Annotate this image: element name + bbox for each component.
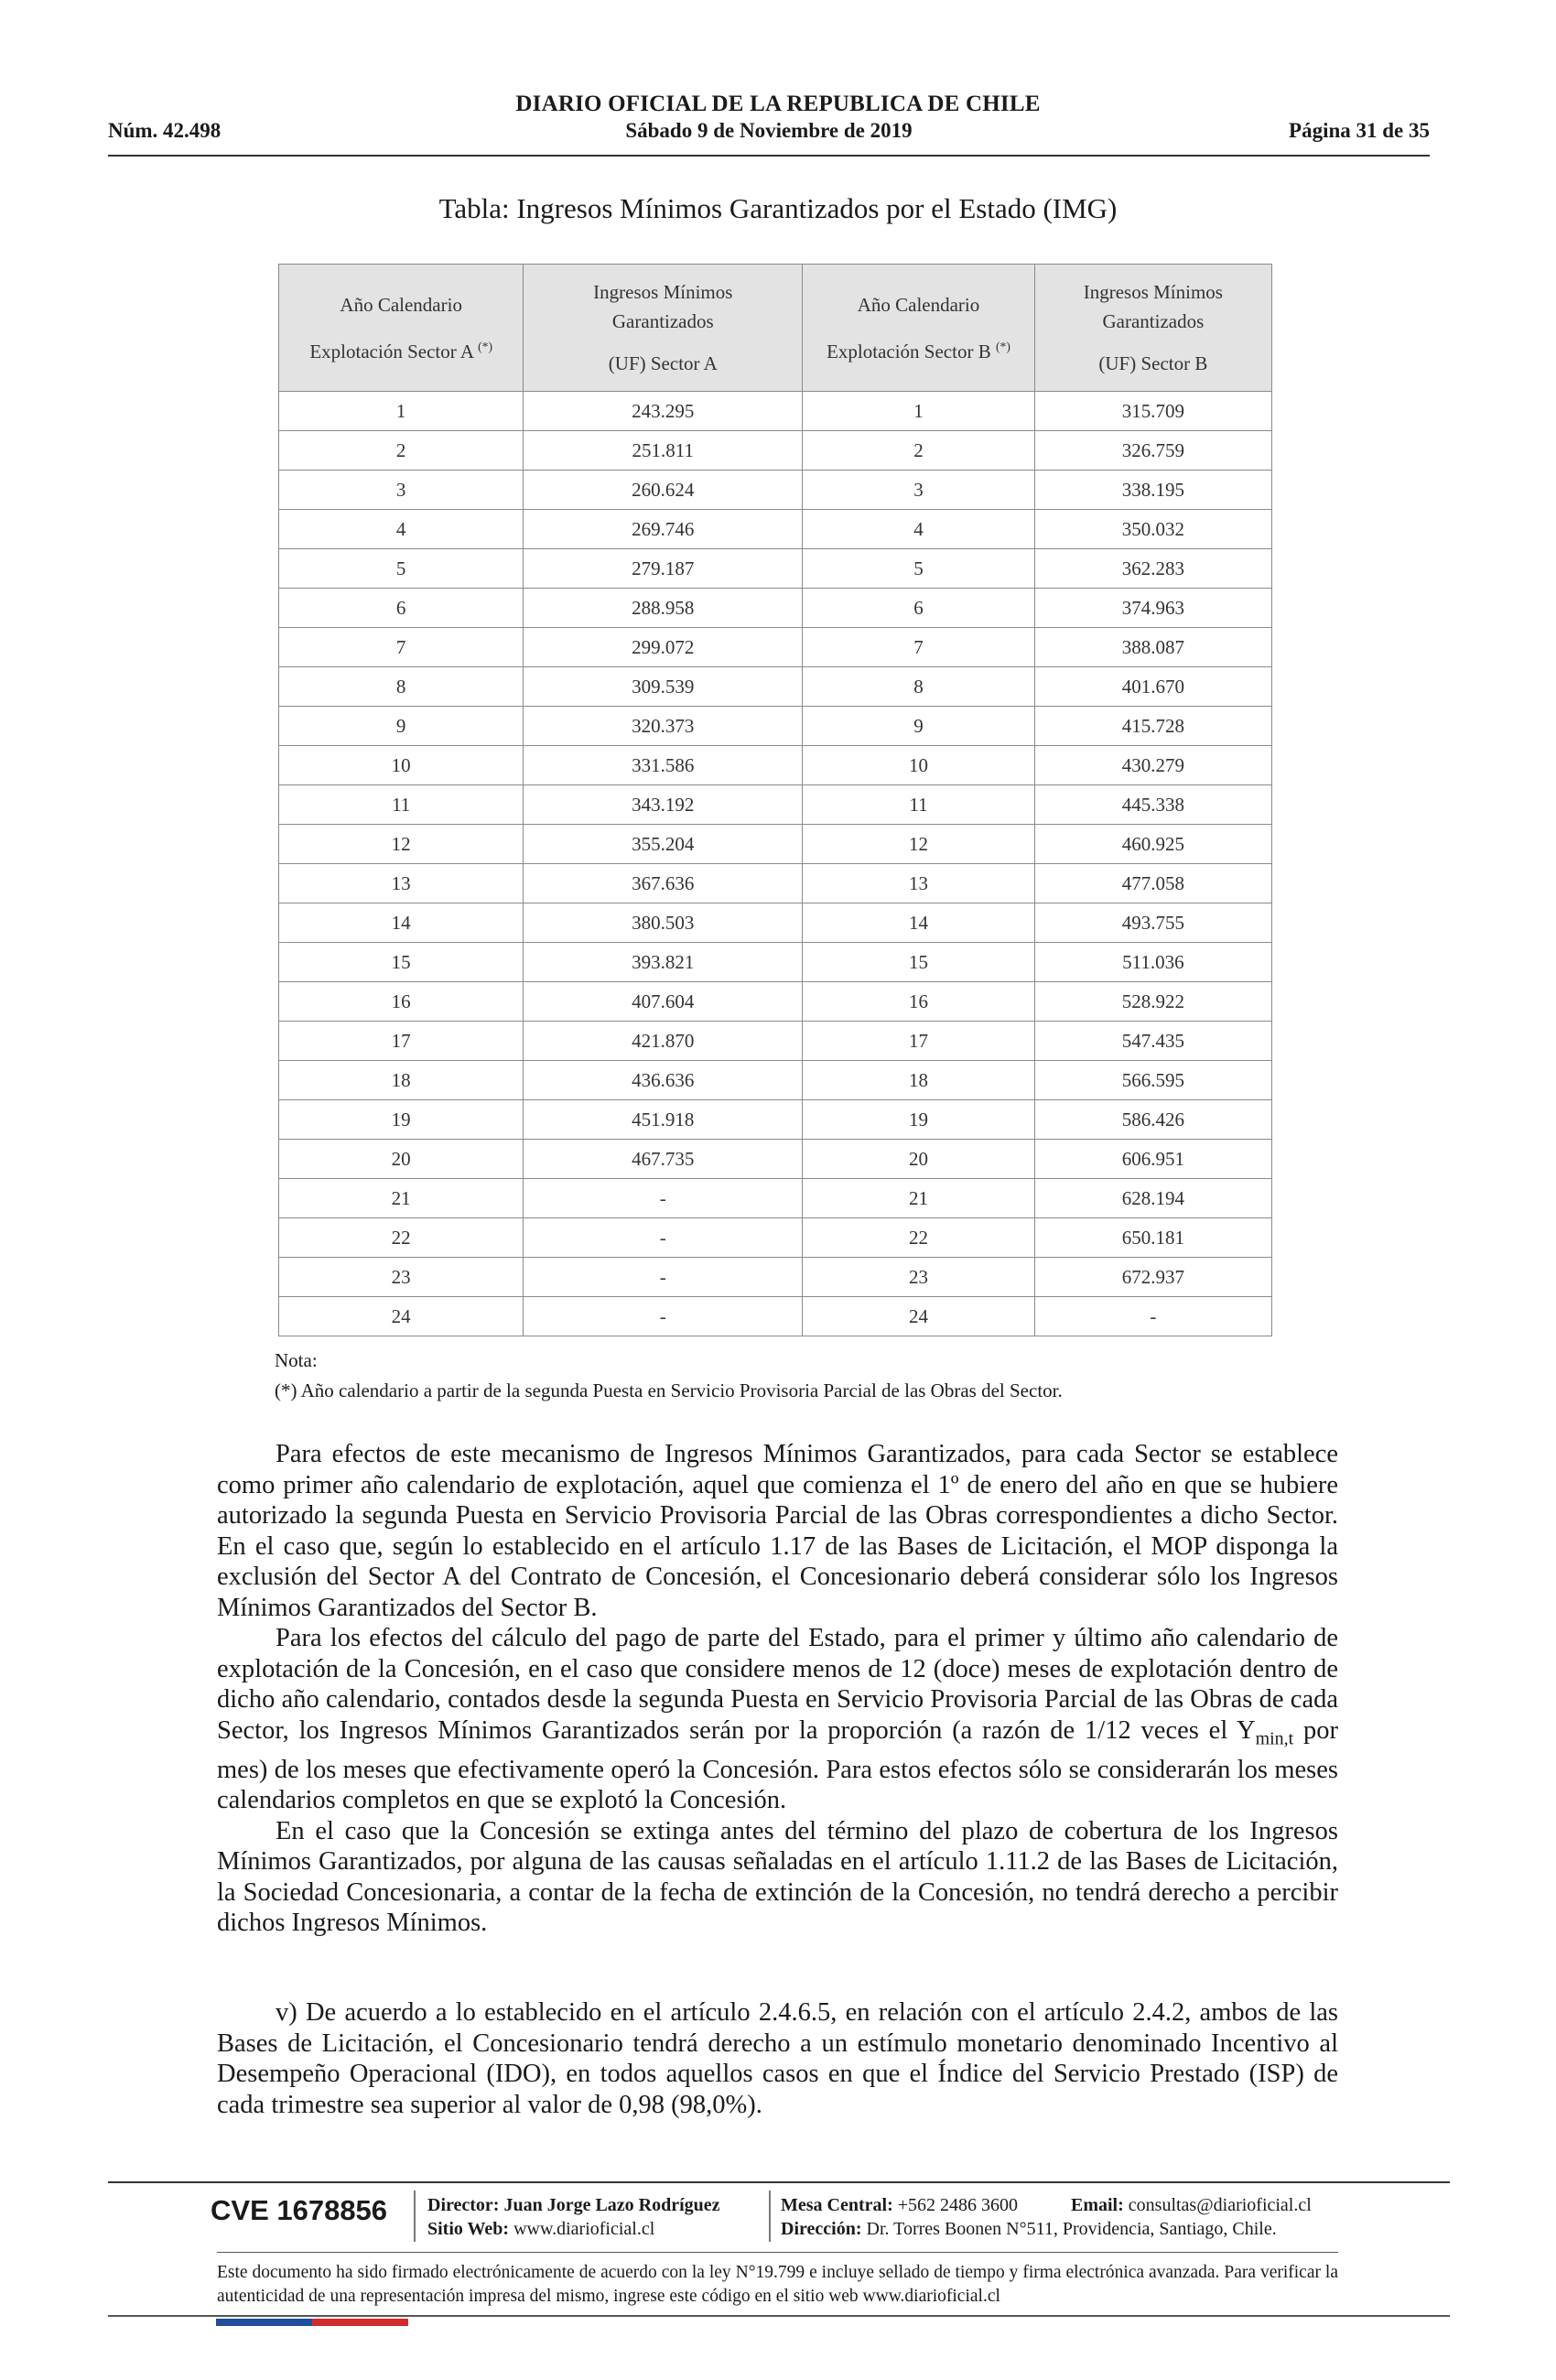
table-cell: - bbox=[524, 1297, 803, 1336]
table-row bbox=[279, 1022, 1272, 1061]
footer-contact-block: Mesa Central: +562 2486 3600 Dirección: Dr. Torres Boonen N°511, Providencia, Santiago, Chile. bbox=[781, 2195, 1277, 2239]
director-name: Juan Jorge Lazo Rodríguez bbox=[503, 2195, 720, 2215]
table-title: Tabla: Ingresos Mínimos Garantizados por el Estado (IMG) bbox=[438, 192, 1118, 224]
paragraph-2: Para los efectos del cálculo del pago de parte del Estado, para el primer y último año calendario de explotación de la Concesión, en el caso que considere menos de 12 (doce) meses de explotación dentro de dicho año calendario, contados desde la segunda Puesta en Servicio Provisoria Parcial de las Obras de cada Sector, los Ingresos Mínimos Garantizados serán por la proporción (a razón de 1/12 veces el $Y_{min,t}$ por mes) de los meses que efectivamente operó la Concesión. Para estos efectos sólo se considerarán los meses calendarios completos en que se explotó la Concesión. bbox=[217, 1624, 1338, 1815]
table-cell: 528.922 bbox=[1034, 982, 1271, 1022]
flag-red-segment bbox=[312, 2319, 408, 2326]
table-cell: 460.925 bbox=[1034, 825, 1271, 864]
table-cell: 8 bbox=[279, 667, 524, 707]
table-row bbox=[279, 1100, 1272, 1140]
table-cell: 388.087 bbox=[1034, 628, 1271, 667]
table-cell: 343.192 bbox=[524, 785, 803, 825]
table-cell: 331.586 bbox=[524, 746, 803, 785]
table-cell: 12 bbox=[803, 825, 1035, 864]
table-cell: 24 bbox=[803, 1297, 1035, 1336]
table-row bbox=[279, 1179, 1272, 1218]
table-cell: 401.670 bbox=[1034, 667, 1271, 707]
issue-date: Sábado 9 de Noviembre de 2019 bbox=[625, 119, 913, 142]
table-cell: 5 bbox=[279, 549, 524, 589]
table-cell: 17 bbox=[279, 1022, 524, 1061]
table-cell: 21 bbox=[803, 1179, 1035, 1218]
table-cell: 2 bbox=[803, 431, 1035, 471]
img-table bbox=[278, 264, 1272, 1336]
table-cell: 3 bbox=[279, 471, 524, 510]
table-cell: 11 bbox=[279, 785, 524, 825]
footer-separator bbox=[414, 2191, 416, 2242]
table-cell: 315.709 bbox=[1034, 392, 1271, 431]
table-cell: 6 bbox=[803, 589, 1035, 628]
table-cell: 10 bbox=[279, 746, 524, 785]
table-cell: 15 bbox=[803, 943, 1035, 982]
website-link[interactable]: www.diarioficial.cl bbox=[513, 2219, 655, 2239]
table-note bbox=[275, 1346, 1063, 1406]
table-cell: 279.187 bbox=[524, 549, 803, 589]
table-cell: 467.735 bbox=[524, 1140, 803, 1179]
table-cell: 415.728 bbox=[1034, 707, 1271, 746]
table-row bbox=[279, 549, 1272, 589]
address: Dr. Torres Boonen N°511, Providencia, Santiago, Chile. bbox=[866, 2219, 1277, 2239]
table-cell: 547.435 bbox=[1034, 1022, 1271, 1061]
table-cell: 1 bbox=[803, 392, 1035, 431]
table-cell: 299.072 bbox=[524, 628, 803, 667]
table-cell: 393.821 bbox=[524, 943, 803, 982]
table-cell: 320.373 bbox=[524, 707, 803, 746]
footer-divider-2 bbox=[217, 2252, 1338, 2253]
table-cell: 20 bbox=[279, 1140, 524, 1179]
table-cell: 4 bbox=[279, 510, 524, 549]
table-cell: 13 bbox=[803, 864, 1035, 903]
table-cell: 436.636 bbox=[524, 1061, 803, 1100]
table-cell: 606.951 bbox=[1034, 1140, 1271, 1179]
header-year-sector-a: Año Calendario Explotación Sector A (*) bbox=[279, 265, 524, 392]
table-cell: 672.937 bbox=[1034, 1258, 1271, 1297]
table-cell: 3 bbox=[803, 471, 1035, 510]
table-row bbox=[279, 707, 1272, 746]
table-row bbox=[279, 1258, 1272, 1297]
footer-divider bbox=[108, 2181, 1450, 2183]
table-cell: 243.295 bbox=[524, 392, 803, 431]
table-cell: 4 bbox=[803, 510, 1035, 549]
table-cell: 19 bbox=[803, 1100, 1035, 1140]
table-row bbox=[279, 1218, 1272, 1258]
table-row bbox=[279, 1140, 1272, 1179]
table-row bbox=[279, 1061, 1272, 1100]
footer-email-block: Email: consultas@diarioficial.cl bbox=[1071, 2195, 1312, 2215]
table-row bbox=[279, 510, 1272, 549]
table-cell: 12 bbox=[279, 825, 524, 864]
table-cell: 380.503 bbox=[524, 903, 803, 943]
header-row bbox=[108, 119, 1430, 146]
table-cell: - bbox=[1034, 1297, 1271, 1336]
table-cell: 511.036 bbox=[1034, 943, 1271, 982]
table-cell: 477.058 bbox=[1034, 864, 1271, 903]
table-cell: 20 bbox=[803, 1140, 1035, 1179]
table-row bbox=[279, 392, 1272, 431]
table-cell: - bbox=[524, 1218, 803, 1258]
table-cell: 16 bbox=[803, 982, 1035, 1022]
table-cell: 309.539 bbox=[524, 667, 803, 707]
phone-number: +562 2486 3600 bbox=[897, 2195, 1019, 2215]
header-divider bbox=[108, 155, 1430, 157]
table-cell: 9 bbox=[803, 707, 1035, 746]
table-cell: 288.958 bbox=[524, 589, 803, 628]
table-row bbox=[279, 1297, 1272, 1336]
flag-bar bbox=[216, 2319, 408, 2326]
table-cell: 350.032 bbox=[1034, 510, 1271, 549]
page-number: Página 31 de 35 bbox=[1289, 119, 1430, 142]
table-cell: 586.426 bbox=[1034, 1100, 1271, 1140]
table-row bbox=[279, 982, 1272, 1022]
header-img-sector-a: Ingresos Mínimos Garantizados (UF) Sector A bbox=[524, 265, 803, 392]
header-img-sector-b: Ingresos Mínimos Garantizados (UF) Sector B bbox=[1034, 265, 1271, 392]
footer-disclaimer: Este documento ha sido firmado electrónicamente de acuerdo con la ley N°19.799 e incluye sellado de tiempo y firma electrónica avanzada. Para verificar la autenticidad de una representación impresa del mismo, ingrese este código en el sitio web www.diarioficial.cl bbox=[217, 2263, 1338, 2306]
body-paragraph-v bbox=[217, 1997, 1338, 2120]
paragraph-1: Para efectos de este mecanismo de Ingresos Mínimos Garantizados, para cada Sector se establece como primer año calendario de explotación, aquel que comienza el 1º de enero del año en que se hubiere autorizado la segunda Puesta en Servicio Provisoria Parcial de las Obras correspondientes a dicho Sector. En el caso que, según lo establecido en el artículo 1.17 de las Bases de Licitación, el MOP disponga la exclusión del Sector A del Contrato de Concesión, el Concesionario deberá considerar sólo los Ingresos Mínimos Garantizados del Sector B. bbox=[217, 1440, 1338, 1622]
table-cell: 1 bbox=[279, 392, 524, 431]
table-row bbox=[279, 943, 1272, 982]
table-cell: 251.811 bbox=[524, 431, 803, 471]
table-row bbox=[279, 471, 1272, 510]
table-cell: 493.755 bbox=[1034, 903, 1271, 943]
table-cell: 23 bbox=[279, 1258, 524, 1297]
table-cell: - bbox=[524, 1179, 803, 1218]
table-cell: 18 bbox=[279, 1061, 524, 1100]
bottom-divider bbox=[108, 2315, 1450, 2317]
table-cell: 14 bbox=[803, 903, 1035, 943]
footer-director-block: Director: Juan Jorge Lazo Rodríguez Sitio Web: www.diarioficial.cl bbox=[427, 2195, 720, 2239]
table-row bbox=[279, 746, 1272, 785]
table-cell: 355.204 bbox=[524, 825, 803, 864]
table-row bbox=[279, 864, 1272, 903]
table-cell: 11 bbox=[803, 785, 1035, 825]
flag-blue-segment bbox=[216, 2319, 312, 2326]
table-row bbox=[279, 667, 1272, 707]
header-year-sector-b: Año Calendario Explotación Sector B (*) bbox=[803, 265, 1035, 392]
table-cell: 326.759 bbox=[1034, 431, 1271, 471]
table-cell: 24 bbox=[279, 1297, 524, 1336]
table-cell: 421.870 bbox=[524, 1022, 803, 1061]
table-cell: 23 bbox=[803, 1258, 1035, 1297]
table-body bbox=[279, 392, 1272, 1336]
table-cell: 5 bbox=[803, 549, 1035, 589]
note-label: Nota: bbox=[275, 1349, 318, 1371]
table-cell: 13 bbox=[279, 864, 524, 903]
table-cell: 22 bbox=[279, 1218, 524, 1258]
table-cell: 15 bbox=[279, 943, 524, 982]
table-cell: 9 bbox=[279, 707, 524, 746]
paragraph-3: En el caso que la Concesión se extinga antes del término del plazo de cobertura de los Ingresos Mínimos Garantizados, por alguna de las causas señaladas en el artículo 1.11.2 de las Bases de Licitación, la Sociedad Concesionaria, a contar de la fecha de extinción de la Concesión, no tendrá derecho a percibir dichos Ingresos Mínimos. bbox=[217, 1816, 1338, 1938]
footer-separator bbox=[769, 2191, 771, 2242]
table-header-row bbox=[279, 265, 1272, 392]
table-cell: 7 bbox=[279, 628, 524, 667]
publication-title: DIARIO OFICIAL DE LA REPUBLICA DE CHILE bbox=[515, 92, 1041, 116]
table-cell: 407.604 bbox=[524, 982, 803, 1022]
table-cell: 338.195 bbox=[1034, 471, 1271, 510]
table-row bbox=[279, 903, 1272, 943]
table-cell: 18 bbox=[803, 1061, 1035, 1100]
table-cell: 430.279 bbox=[1034, 746, 1271, 785]
table-cell: 451.918 bbox=[524, 1100, 803, 1140]
table-cell: 7 bbox=[803, 628, 1035, 667]
table-cell: 22 bbox=[803, 1218, 1035, 1258]
table-cell: 566.595 bbox=[1034, 1061, 1271, 1100]
table-row bbox=[279, 825, 1272, 864]
email-link[interactable]: consultas@diarioficial.cl bbox=[1128, 2195, 1312, 2215]
table-cell: 260.624 bbox=[524, 471, 803, 510]
table-cell: 367.636 bbox=[524, 864, 803, 903]
table-cell: 362.283 bbox=[1034, 549, 1271, 589]
table-row bbox=[279, 628, 1272, 667]
issue-number: Núm. 42.498 bbox=[108, 119, 222, 142]
table-cell: 19 bbox=[279, 1100, 524, 1140]
table-cell: 10 bbox=[803, 746, 1035, 785]
table-row bbox=[279, 431, 1272, 471]
table-row bbox=[279, 589, 1272, 628]
body-paragraphs bbox=[217, 1439, 1338, 1939]
table-cell: 445.338 bbox=[1034, 785, 1271, 825]
table-cell: 16 bbox=[279, 982, 524, 1022]
table-cell: 6 bbox=[279, 589, 524, 628]
paragraph-4: v) De acuerdo a lo establecido en el artículo 2.4.6.5, en relación con el artículo 2.4.2, ambos de las Bases de Licitación, el Concesionario tendrá derecho a un estímulo monetario denominado Incentivo al Desempeño Operacional (IDO), en todos aquellos casos en que el Índice del Servicio Prestado (ISP) de cada trimestre sea superior al valor de 0,98 (98,0%). bbox=[217, 1998, 1338, 2119]
table-row bbox=[279, 785, 1272, 825]
table-cell: 374.963 bbox=[1034, 589, 1271, 628]
cve-code: CVE 1678856 bbox=[211, 2194, 388, 2226]
table-cell: 21 bbox=[279, 1179, 524, 1218]
table-cell: 269.746 bbox=[524, 510, 803, 549]
table-cell: 650.181 bbox=[1034, 1218, 1271, 1258]
table-cell: - bbox=[524, 1258, 803, 1297]
table-cell: 17 bbox=[803, 1022, 1035, 1061]
note-text: (*) Año calendario a partir de la segunda Puesta en Servicio Provisoria Parcial de las Obras del Sector. bbox=[275, 1379, 1063, 1401]
table-cell: 628.194 bbox=[1034, 1179, 1271, 1218]
table-cell: 14 bbox=[279, 903, 524, 943]
table-cell: 8 bbox=[803, 667, 1035, 707]
table-cell: 2 bbox=[279, 431, 524, 471]
